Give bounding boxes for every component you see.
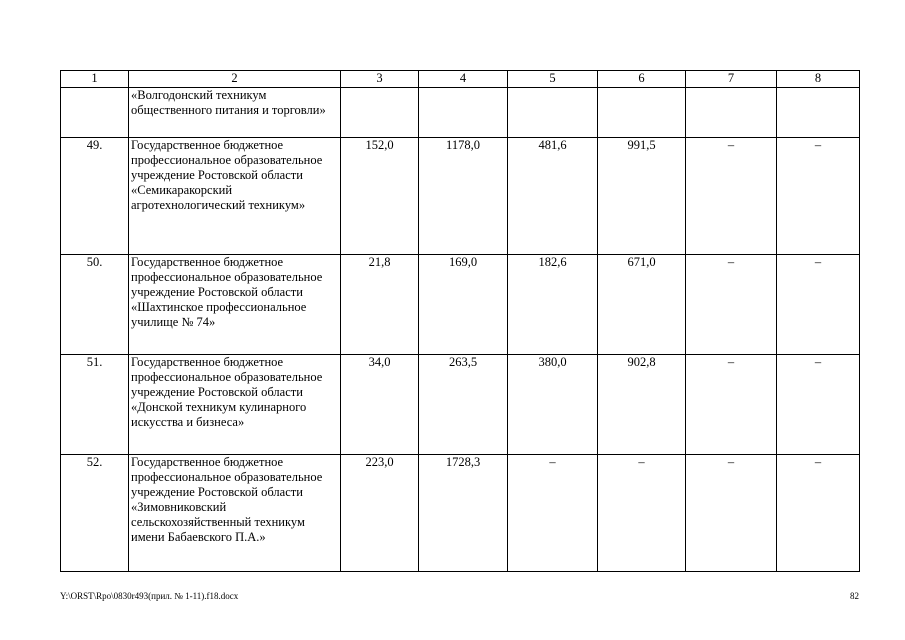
continuation-num-cell [61,88,129,138]
institution-name: Государственное бюджетное профессиональное образовательное учреждение Ростовской области «Зимовниковский сельскохозяйственный техникум имени Бабаевского П.А.» [129,455,341,572]
continuation-cell-5 [508,88,598,138]
value-cell: 169,0 [419,255,508,355]
appendix-table [60,70,860,572]
continuation-cell-7 [686,88,777,138]
col-header-3: 3 [341,71,419,88]
institution-name: Государственное бюджетное профессиональное образовательное учреждение Ростовской области «Семикаракорский агротехнологический техникум» [129,138,341,255]
row-number: 49. [61,138,129,255]
value-cell: – [686,138,777,255]
value-cell: 671,0 [598,255,686,355]
value-cell: – [598,455,686,572]
institution-name: Государственное бюджетное профессиональное образовательное учреждение Ростовской области «Донской техникум кулинарного искусства и бизнеса» [129,355,341,455]
col-header-1: 1 [61,71,129,88]
value-cell: – [777,255,860,355]
value-cell: 223,0 [341,455,419,572]
table-row [61,255,860,355]
value-cell: 902,8 [598,355,686,455]
col-header-5: 5 [508,71,598,88]
row-number: 50. [61,255,129,355]
continuation-cell-4 [419,88,508,138]
value-cell: 182,6 [508,255,598,355]
table-row [61,138,860,255]
header-row [61,71,860,88]
file-path: Y:\ORST\Rpo\0830r493(прил. № 1-11).f18.docx [60,591,239,601]
col-header-8: 8 [777,71,860,88]
row-number: 51. [61,355,129,455]
value-cell: – [777,455,860,572]
value-cell: 21,8 [341,255,419,355]
continuation-row [61,88,860,138]
row-number: 52. [61,455,129,572]
col-header-7: 7 [686,71,777,88]
table-row [61,355,860,455]
value-cell: 481,6 [508,138,598,255]
col-header-4: 4 [419,71,508,88]
value-cell: 1728,3 [419,455,508,572]
table-row [61,455,860,572]
continuation-name-cell: «Волгодонский техникум общественного питания и торговли» [129,88,341,138]
value-cell: 263,5 [419,355,508,455]
value-cell: 380,0 [508,355,598,455]
value-cell: – [777,355,860,455]
value-cell: 34,0 [341,355,419,455]
continuation-cell-3 [341,88,419,138]
col-header-6: 6 [598,71,686,88]
value-cell: – [508,455,598,572]
value-cell: 991,5 [598,138,686,255]
institution-name: Государственное бюджетное профессиональное образовательное учреждение Ростовской области «Шахтинское профессиональное училище № 74» [129,255,341,355]
value-cell: – [686,455,777,572]
col-header-2: 2 [129,71,341,88]
value-cell: 1178,0 [419,138,508,255]
value-cell: – [777,138,860,255]
page-footer [60,589,859,603]
page-number: 82 [850,591,859,601]
continuation-cell-8 [777,88,860,138]
continuation-cell-6 [598,88,686,138]
value-cell: – [686,355,777,455]
value-cell: 152,0 [341,138,419,255]
value-cell: – [686,255,777,355]
